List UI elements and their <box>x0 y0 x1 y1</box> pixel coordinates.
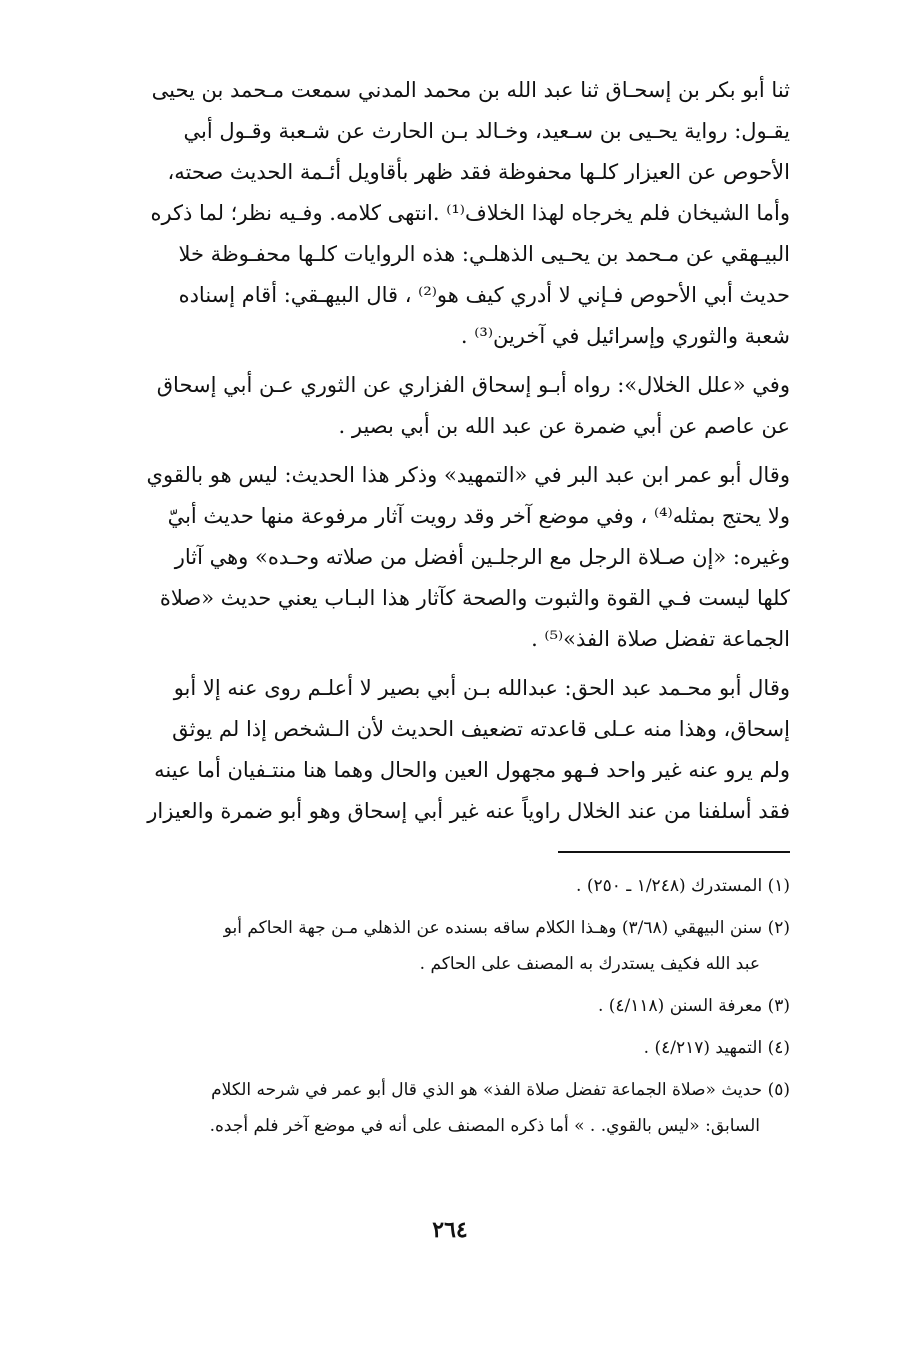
text-line: وغيره: «إن صـلاة الرجل مع الرجلـين أفضل من صلاته وحـده» وهي آثار <box>174 545 790 569</box>
text-line: عن عاصم عن أبي ضمرة عن عبد الله بن أبي بصير . <box>338 414 790 438</box>
text-line: البيـهقي عن مـحمد بن يحـيى الذهلـي: هذه الروايات كلـها محفـوظة خلا <box>178 242 790 266</box>
text-line: وقال أبو محـمد عبد الحق: عبدالله بـن أبي بصير لا أعلـم روى عنه إلا أبو <box>173 676 790 700</box>
footnote-line: (٤) التمهيد (٤/٢١٧) . <box>643 1038 790 1058</box>
footnote-line: عبد الله فكيف يستدرك به المصنف على الحاكم . <box>419 954 760 974</box>
text-line: إسحاق، وهذا منه عـلى قاعدته تضعيف الحديث لأن الـشخص إذا لم يوثق <box>172 717 790 741</box>
footnote-line: السابق: «ليس بالقوي. . » أما ذكره المصنف على أنه في موضع آخر فلم أجده. <box>209 1116 760 1136</box>
footnote-line: (٢) سنن البيهقي (٣/٦٨) وهـذا الكلام ساقه بسنده عن الذهلي مـن جهة الحاكم أبو <box>223 918 790 938</box>
text-line: وأما الشيخان فلم يخرجاه لهذا الخلاف⁽¹⁾ .انتهى كلامه. وفـيه نظر؛ لما ذكره <box>150 201 790 225</box>
paragraph <box>78 668 790 832</box>
text-line: الأحوص عن العيزار كلـها محفوظة فقد ظهر بأقاويل أئـمة الحديث صحته، <box>167 160 790 184</box>
text-line: يقـول: رواية يحـيى بن سـعيد، وخـالد بـن الحارث عن شـعبة وقـول أبي <box>183 119 790 143</box>
footnote-divider <box>558 851 790 853</box>
text-line: فقد أسلفنا من عند الخلال راوياً عنه غير أبي إسحاق وهو أبو ضمرة والعيزار <box>147 799 790 823</box>
text-line: حديث أبي الأحوص فـإني لا أدري كيف هو⁽²⁾ ، قال البيهـقي: أقام إسناده <box>178 283 790 307</box>
footnote <box>78 868 790 904</box>
main-text <box>78 70 790 840</box>
text-line: ثنا أبو بكر بن إسحـاق ثنا عبد الله بن محمد المدني سمعت مـحمد بن يحيى <box>151 78 790 102</box>
footnote <box>78 1072 790 1144</box>
footnote-line: (٥) حديث «صلاة الجماعة تفضل صلاة الفذ» هو الذي قال أبو عمر في شرحه الكلام <box>211 1080 790 1100</box>
text-line: ولا يحتج بمثله⁽⁴⁾ ، وفي موضع آخر وقد رويت آثار مرفوعة منها حديث أبيّ <box>167 504 790 528</box>
footnote <box>78 910 790 982</box>
page-number: ٢٦٤ <box>432 1217 468 1243</box>
paragraph <box>78 455 790 660</box>
paragraph <box>78 365 790 447</box>
text-line: وفي «علل الخلال»: رواه أبـو إسحاق الفزاري عن الثوري عـن أبي إسحاق <box>156 373 790 397</box>
footnotes <box>78 868 790 1150</box>
text-line: كلها ليست فـي القوة والثبوت والصحة كآثار هذا البـاب يعني حديث «صلاة <box>159 586 790 610</box>
footnote-line: (٣) معرفة السنن (٤/١١٨) . <box>597 996 790 1016</box>
paragraph <box>78 70 790 357</box>
footnote <box>78 988 790 1024</box>
text-line: وقال أبو عمر ابن عبد البر في «التمهيد» وذكر هذا الحديث: ليس هو بالقوي <box>146 463 790 487</box>
text-line: الجماعة تفضل صلاة الفذ»⁽⁵⁾ . <box>531 627 790 651</box>
text-line: ولم يرو عنه غير واحد فـهو مجهول العين والحال وهما هنا منتـفيان أما عينه <box>154 758 790 782</box>
footnote <box>78 1030 790 1066</box>
footnote-line: (١) المستدرك (١/٢٤٨ ـ ٢٥٠) . <box>576 876 790 896</box>
text-line: شعبة والثوري وإسرائيل في آخرين⁽³⁾ . <box>460 324 790 348</box>
